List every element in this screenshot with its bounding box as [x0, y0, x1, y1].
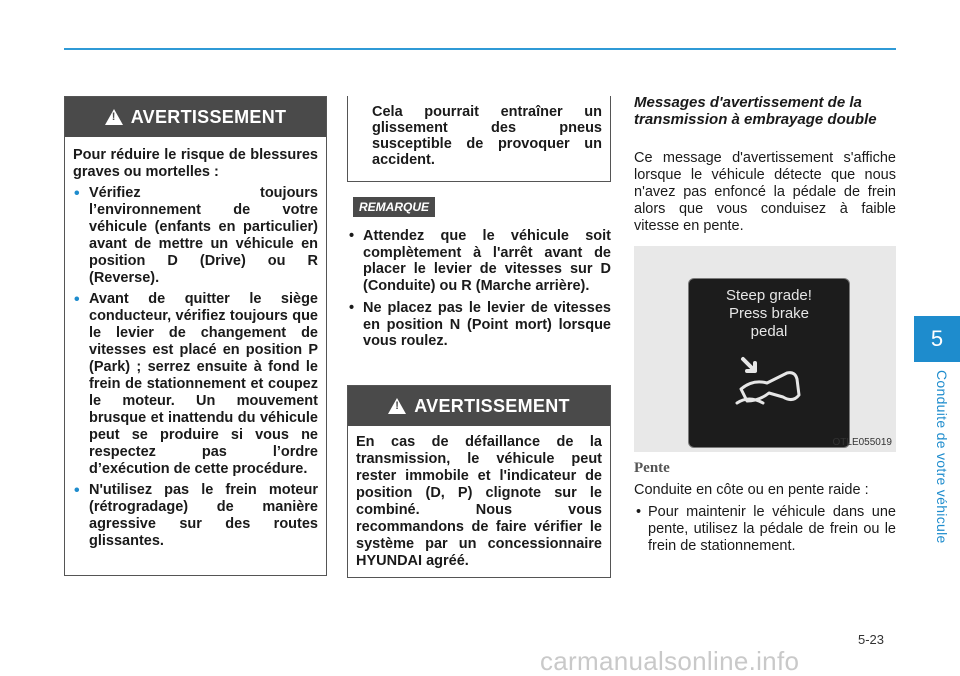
chapter-tab: 5: [914, 316, 960, 362]
warning-box-left: [64, 96, 327, 576]
warning-list-item: • Vérifiez toujours l’environnement de votre véhicule (enfants en particulier) avant de mettre un véhicule en position D (Drive) ou R (Reverse).: [73, 185, 318, 287]
display-line: Steep grade!: [726, 287, 812, 304]
brake-pedal-icon: [729, 345, 809, 415]
warning-header: [348, 386, 610, 426]
warning-triangle-icon: [388, 398, 406, 414]
section-title: Messages d'avertissement de la transmission à embrayage double: [634, 94, 877, 128]
subsection-list: [634, 504, 896, 555]
warning-header: [65, 97, 326, 137]
note-item: • Ne placez pas le levier de vitesses en position N (Point mort) lorsque vous roulez.: [347, 300, 611, 350]
warning-body: En cas de défaillance de la transmission, le véhicule peut rester immobile et l'indicateur de position (D, P) clignote sur le combiné. Nous vous recommandons de faire vérifier le système par un concessionnaire HYUNDAI agréé.: [356, 434, 602, 569]
subsection-paragraph: Conduite en côte ou en pente raide :: [634, 482, 869, 498]
display-line: pedal: [750, 323, 788, 340]
note-item: • Attendez que le véhicule soit complètement à l'arrêt avant de placer le levier de vitesses sur D (Conduite) ou R (Marche arrière).: [347, 228, 611, 294]
warning-intro: Pour réduire le risque de blessures graves ou mortelles :: [73, 147, 318, 180]
display-line: Press brake: [728, 305, 810, 322]
subsection-title: Pente: [634, 460, 670, 476]
warning-list-item: • N'utilisez pas le frein moteur (rétrogradage) de manière agressive sur des routes glissantes.: [73, 482, 318, 550]
warning-continued-box: [347, 96, 611, 182]
cluster-message-figure: [634, 246, 896, 452]
note-tag: REMARQUE: [353, 197, 435, 217]
warning-header-label: AVERTISSEMENT: [414, 395, 570, 416]
note-list: [347, 228, 611, 356]
page-number: 5-23: [858, 632, 885, 647]
warning-header-label: AVERTISSEMENT: [130, 106, 287, 127]
section-paragraph: Ce message d'avertissement s'affiche lorsque le véhicule détecte que nous n'avez pas enfoncé la pédale de frein alors que vous conduisez à faible vitesse en pente.: [634, 150, 896, 234]
subsection-item: • Pour maintenir le véhicule dans une pente, utilisez la pédale de frein ou le frein de stationnement.: [634, 504, 896, 555]
warning-triangle-icon: [105, 109, 123, 125]
warning-list-item: • Avant de quitter le siège conducteur, vérifiez toujours que le levier de changement de vitesses est placé en position P (Park) ; serrez ensuite à fond le frein de stationnement et coupez le moteur. Un mouvement brusque et inattendu du véhicule peut se produire si vous ne respectez pas l’ordre d’exécution de cette procédure.: [73, 291, 318, 478]
cluster-display: [688, 278, 850, 448]
figure-code: OTLE055019: [832, 437, 892, 448]
chapter-label: Conduite de votre véhicule: [934, 370, 950, 544]
top-rule: [64, 48, 896, 50]
watermark: carmanualsonline.info: [540, 646, 800, 676]
warning-continued-text: Cela pourrait entraîner un glissement des pneus susceptible de provoquer un accident.: [372, 104, 602, 168]
warning-box-middle: [347, 385, 611, 578]
